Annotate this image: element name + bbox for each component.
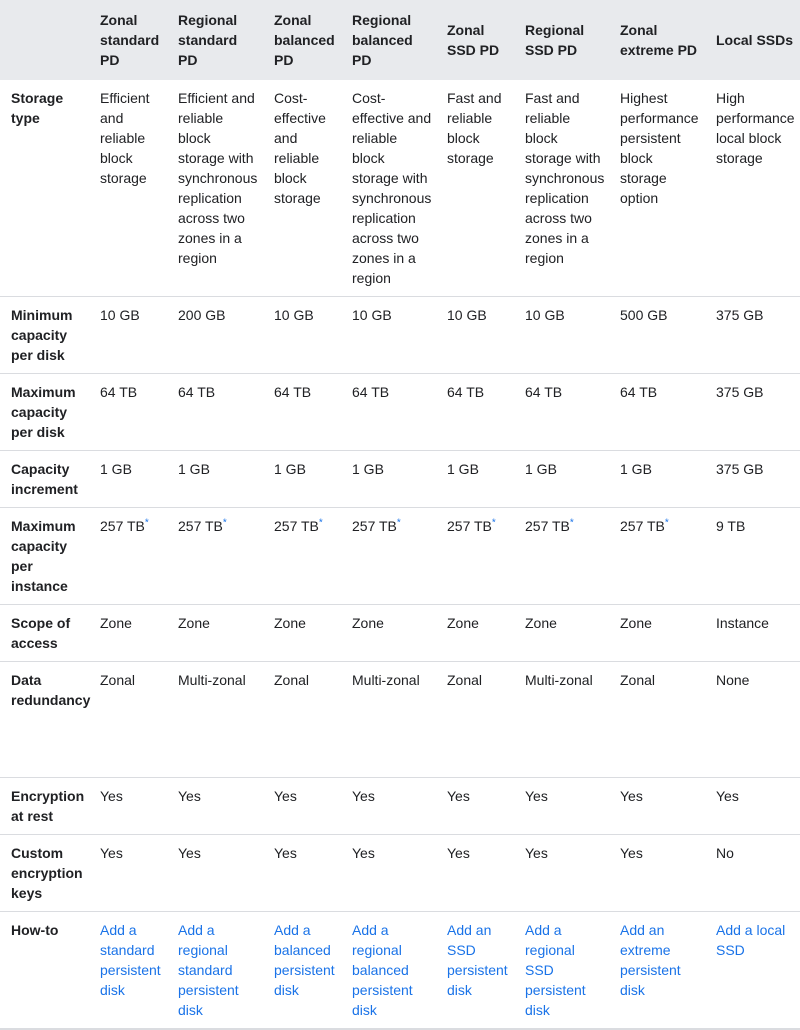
table-cell: Multi-zonal [167,662,263,778]
table-cell: Yes [89,778,167,835]
footnote-link[interactable]: * [396,517,401,529]
row-min-capacity [0,297,800,374]
col-header-regional-ssd: Regional SSD PD [514,0,609,80]
table-cell: 200 GB [167,297,263,374]
table-cell: 375 GB [705,297,800,374]
table-cell: 375 GB [705,374,800,451]
table-cell: Zone [436,605,514,662]
table-cell: 1 GB [263,451,341,508]
row-label: How-to [0,912,89,1030]
add-standard-pd-link[interactable]: Add a standard persistent disk [100,922,161,998]
footnote-link[interactable]: * [491,517,496,529]
row-label: Storage type [0,80,89,297]
table-cell: 257 TB* [167,508,263,605]
table-cell: 257 TB* [514,508,609,605]
col-header-zonal-ssd: Zonal SSD PD [436,0,514,80]
table-cell: 10 GB [341,297,436,374]
table-cell: High performance local block storage [705,80,800,297]
table-cell: 64 TB [263,374,341,451]
table-cell: Yes [609,778,705,835]
footnote-link[interactable]: * [222,517,227,529]
add-balanced-pd-link[interactable]: Add a balanced persistent disk [274,922,335,998]
row-max-capacity [0,374,800,451]
row-custom-encryption-keys [0,835,800,912]
table-cell: Zonal [436,662,514,778]
table-cell: No [705,835,800,912]
col-header-zonal-extreme: Zonal extreme PD [609,0,705,80]
table-cell: Efficient and reliable block storage [89,80,167,297]
row-max-capacity-instance [0,508,800,605]
footnote-link[interactable]: * [569,517,574,529]
row-data-redundancy [0,662,800,778]
table-cell: 64 TB [341,374,436,451]
table-cell: Yes [514,778,609,835]
table-cell: 10 GB [89,297,167,374]
table-cell: 1 GB [609,451,705,508]
table-cell: Zonal [263,662,341,778]
table-cell: 10 GB [263,297,341,374]
table-cell: 257 TB* [436,508,514,605]
table-cell: Zonal [609,662,705,778]
table-cell: 64 TB [609,374,705,451]
table-cell [609,912,705,1030]
add-regional-standard-pd-link[interactable]: Add a regional standard persistent disk [178,922,239,1018]
table-cell [263,912,341,1030]
table-cell: Yes [514,835,609,912]
table-cell: Zone [167,605,263,662]
table-cell: Yes [263,835,341,912]
table-cell: 64 TB [436,374,514,451]
table-cell: Highest performance persistent block storage option [609,80,705,297]
table-cell: 10 GB [436,297,514,374]
table-cell: 10 GB [514,297,609,374]
table-cell: 257 TB* [609,508,705,605]
row-label: Maximum capacity per instance [0,508,89,605]
table-cell: 1 GB [341,451,436,508]
table-cell: Zone [514,605,609,662]
table-cell: Zone [341,605,436,662]
add-extreme-pd-link[interactable]: Add an extreme persistent disk [620,922,681,998]
row-label: Encryption at rest [0,778,89,835]
add-regional-ssd-pd-link[interactable]: Add a regional SSD persistent disk [525,922,586,1018]
table-cell: 64 TB [89,374,167,451]
table-cell: Yes [436,778,514,835]
table-cell: Instance [705,605,800,662]
table-cell [514,912,609,1030]
table-cell: Yes [436,835,514,912]
table-cell: Yes [341,778,436,835]
row-scope-of-access [0,605,800,662]
col-header-regional-balanced: Regional balanced PD [341,0,436,80]
row-label: Data redundancy [0,662,89,778]
table-cell [167,912,263,1030]
row-capacity-increment [0,451,800,508]
table-cell: Cost-effective and reliable block storage [263,80,341,297]
table-cell: 257 TB* [341,508,436,605]
row-label: Custom encryption keys [0,835,89,912]
row-label: Minimum capacity per disk [0,297,89,374]
table-cell: 64 TB [514,374,609,451]
add-local-ssd-link[interactable]: Add a local SSD [716,922,786,958]
col-header-local-ssd: Local SSDs [705,0,800,80]
table-cell: Efficient and reliable block storage with synchronous replication across two zones in a region [167,80,263,297]
row-label: Maximum capacity per disk [0,374,89,451]
col-header-zonal-balanced: Zonal balanced PD [263,0,341,80]
table-cell: Fast and reliable block storage with synchronous replication across two zones in a region [514,80,609,297]
table-cell: Zone [609,605,705,662]
table-cell [89,912,167,1030]
row-label: Capacity increment [0,451,89,508]
table-cell: Yes [167,835,263,912]
table-cell: Yes [341,835,436,912]
table-cell [341,912,436,1030]
col-header-regional-standard: Regional standard PD [167,0,263,80]
table-cell: 64 TB [167,374,263,451]
table-cell: Cost-effective and reliable block storage with synchronous replication across two zones in a region [341,80,436,297]
table-cell: Yes [609,835,705,912]
table-cell: 1 GB [436,451,514,508]
table-cell: 257 TB* [89,508,167,605]
header-corner [0,0,89,80]
row-storage-type [0,80,800,297]
table-cell: 375 GB [705,451,800,508]
footnote-link[interactable]: * [144,517,149,529]
table-cell: 257 TB* [263,508,341,605]
row-encryption-at-rest [0,778,800,835]
table-cell: Yes [89,835,167,912]
row-how-to [0,912,800,1030]
table-cell: 1 GB [89,451,167,508]
table-cell: Fast and reliable block storage [436,80,514,297]
add-regional-balanced-pd-link[interactable]: Add a regional balanced persistent disk [352,922,413,1018]
table-cell: 9 TB [705,508,800,605]
header-row [0,0,800,80]
table-cell: Multi-zonal [514,662,609,778]
col-header-zonal-standard: Zonal standard PD [89,0,167,80]
table-cell: 1 GB [167,451,263,508]
table-cell: Yes [263,778,341,835]
table-cell: 1 GB [514,451,609,508]
table-cell: Yes [705,778,800,835]
table-cell [436,912,514,1030]
table-cell: Zone [263,605,341,662]
table-cell: 500 GB [609,297,705,374]
table-cell: None [705,662,800,778]
table-cell: Zone [89,605,167,662]
table-cell [705,912,800,1030]
footnote-link[interactable]: * [318,517,323,529]
table-cell: Multi-zonal [341,662,436,778]
table-cell: Yes [167,778,263,835]
footnote-link[interactable]: * [664,517,669,529]
add-ssd-pd-link[interactable]: Add an SSD persistent disk [447,922,508,998]
table-cell: Zonal [89,662,167,778]
row-label: Scope of access [0,605,89,662]
